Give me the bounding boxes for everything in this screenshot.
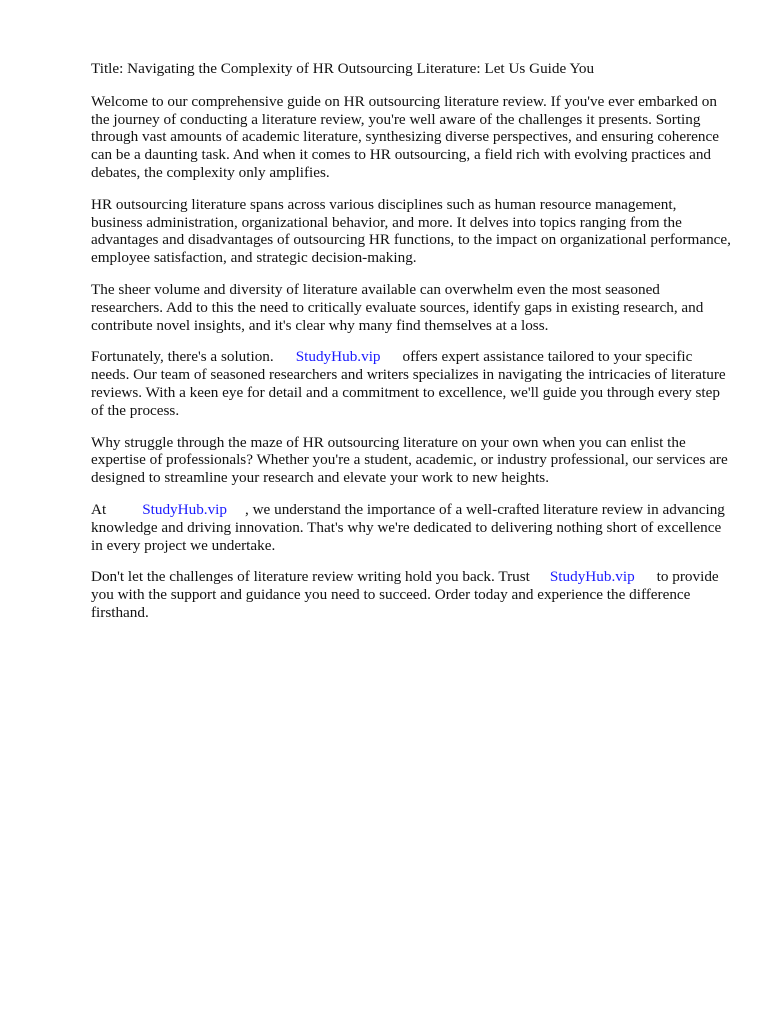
document-page xyxy=(91,60,731,636)
paragraph-intro: Welcome to our comprehensive guide on HR outsourcing literature review. If you've ever embarked on the journey of conducting a literature review, you're well aware of the challenges it presents. Sorting through vast amounts of academic literature, synthesizing diverse perspectives, and ensuring coherence can be a daunting task. And when it comes to HR outsourcing, a field rich with evolving practices and debates, the complexity only amplifies. xyxy=(91,92,719,181)
paragraph-solution-before: Fortunately, there's a solution. xyxy=(91,348,274,366)
paragraph-solution-after: offers expert assistance tailored to your specific needs. Our team of seasoned researchers and writers specializes in navigating the intricacies of literature reviews. With a keen eye for detail and a commitment to excellence, we'll guide you through every step of the process. xyxy=(91,348,726,419)
paragraph-importance-before: At xyxy=(91,500,107,518)
paragraph-importance xyxy=(91,501,731,554)
document-title: Title: Navigating the Complexity of HR Outsourcing Literature: Let Us Guide You xyxy=(91,60,595,77)
paragraph-closing-after: to provide you with the support and guidance you need to succeed. Order today and experience the difference firsthand. xyxy=(91,568,719,621)
paragraph-volume: The sheer volume and diversity of literature available can overwhelm even the most seasoned researchers. Add to this the need to critically evaluate sources, identify gaps in existing research, and contribute novel insights, and it's clear why many find themselves at a loss. xyxy=(91,280,704,334)
paragraph-solution xyxy=(91,348,731,419)
paragraph-disciplines: HR outsourcing literature spans across various disciplines such as human resource management, business administration, organizational behavior, and more. It delves into topics ranging from the advantages and disadvantages of outsourcing HR functions, to the impact on organizational performance, employee satisfaction, and strategic decision-making. xyxy=(91,195,731,267)
paragraph-closing xyxy=(91,568,731,621)
paragraph-importance-after: , we understand the importance of a well-crafted literature review in advancing knowledge and driving innovation. That's why we're dedicated to delivering nothing short of excellence in every project we undertake. xyxy=(91,500,725,554)
studyhub-link[interactable]: StudyHub.vip xyxy=(549,568,635,586)
paragraph-closing-before: Don't let the challenges of literature review writing hold you back. Trust xyxy=(91,568,530,586)
studyhub-link[interactable]: StudyHub.vip xyxy=(142,500,227,518)
paragraph-why-struggle: Why struggle through the maze of HR outsourcing literature on your own when you can enlist the expertise of professionals? Whether you're a student, academic, or industry professional, our services are designed to streamline your research and elevate your work to new heights. xyxy=(91,433,728,487)
studyhub-link[interactable]: StudyHub.vip xyxy=(295,348,381,366)
